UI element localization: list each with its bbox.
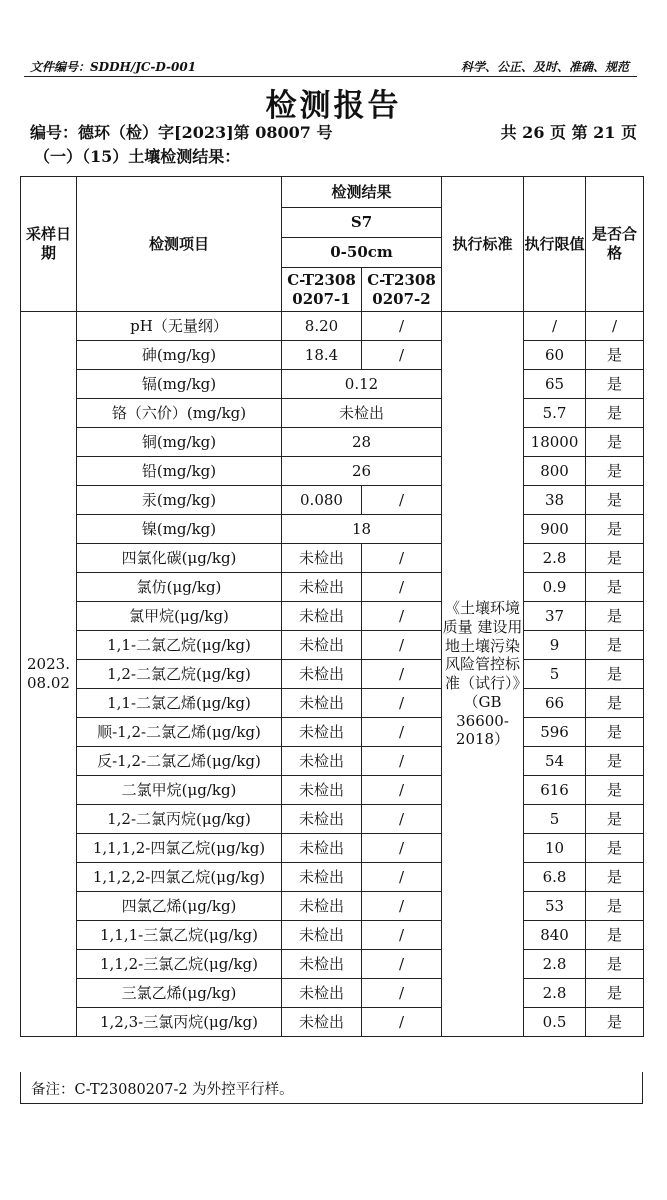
limit-value: 0.9: [524, 573, 586, 602]
limit-value: 5.7: [524, 399, 586, 428]
test-item: 顺-1,2-二氯乙烯(μg/kg): [77, 718, 282, 747]
table-row: [21, 747, 644, 776]
table-row: [21, 486, 644, 515]
test-item: 1,1-二氯乙烯(μg/kg): [77, 689, 282, 718]
result-sample-1: 未检出: [282, 979, 362, 1008]
test-item: 1,2-二氯丙烷(μg/kg): [77, 805, 282, 834]
test-item: 铬（六价）(mg/kg): [77, 399, 282, 428]
table-row: [21, 921, 644, 950]
pass-value: 是: [586, 573, 644, 602]
table-row: [21, 544, 644, 573]
result-sample-2: /: [362, 602, 442, 631]
pass-value: 是: [586, 718, 644, 747]
table-row: [21, 805, 644, 834]
result-sample-1: 未检出: [282, 1008, 362, 1037]
pass-value: 是: [586, 979, 644, 1008]
result-sample-2: /: [362, 892, 442, 921]
result-value: 0.12: [282, 370, 442, 399]
header-sample-2: C-T2308 0207-2: [362, 268, 442, 312]
result-sample-1: 未检出: [282, 950, 362, 979]
test-item: 二氯甲烷(μg/kg): [77, 776, 282, 805]
test-item: 砷(mg/kg): [77, 341, 282, 370]
pass-value: 是: [586, 776, 644, 805]
header-standard: 执行标准: [442, 177, 524, 312]
header-sample-1: C-T2308 0207-1: [282, 268, 362, 312]
result-sample-2: /: [362, 950, 442, 979]
result-sample-2: /: [362, 660, 442, 689]
test-item: 1,2,3-三氯丙烷(μg/kg): [77, 1008, 282, 1037]
table-row: [21, 1008, 644, 1037]
test-item: 三氯乙烯(μg/kg): [77, 979, 282, 1008]
limit-value: 2.8: [524, 979, 586, 1008]
limit-value: 2.8: [524, 950, 586, 979]
limit-value: 60: [524, 341, 586, 370]
result-value: 28: [282, 428, 442, 457]
pass-value: 是: [586, 602, 644, 631]
results-table: [20, 176, 644, 1037]
result-sample-1: 8.20: [282, 312, 362, 341]
test-item: 1,1-二氯乙烷(μg/kg): [77, 631, 282, 660]
table-row: [21, 979, 644, 1008]
pass-value: 是: [586, 1008, 644, 1037]
limit-value: 38: [524, 486, 586, 515]
result-sample-2: /: [362, 776, 442, 805]
result-sample-1: 未检出: [282, 718, 362, 747]
section-title: （一）（15）土壤检测结果：: [34, 147, 241, 166]
result-sample-1: 未检出: [282, 631, 362, 660]
result-value: 26: [282, 457, 442, 486]
result-sample-1: 未检出: [282, 834, 362, 863]
limit-value: 9: [524, 631, 586, 660]
test-item: 1,1,2,2-四氯乙烷(μg/kg): [77, 863, 282, 892]
test-item: 氯仿(μg/kg): [77, 573, 282, 602]
pass-value: 是: [586, 457, 644, 486]
result-sample-2: /: [362, 921, 442, 950]
motto: 科学、公正、及时、准确、规范: [460, 60, 629, 74]
test-item: 铜(mg/kg): [77, 428, 282, 457]
test-item: pH（无量纲）: [77, 312, 282, 341]
pass-value: 是: [586, 428, 644, 457]
limit-value: 2.8: [524, 544, 586, 573]
result-value: 未检出: [282, 399, 442, 428]
header-date: 采样日期: [21, 177, 77, 312]
result-sample-2: /: [362, 312, 442, 341]
pass-value: 是: [586, 660, 644, 689]
table-row: [21, 718, 644, 747]
test-item: 氯甲烷(μg/kg): [77, 602, 282, 631]
page-count: 共 26 页 第 21 页: [500, 123, 637, 142]
result-sample-2: /: [362, 486, 442, 515]
test-item: 四氯乙烯(μg/kg): [77, 892, 282, 921]
result-sample-2: /: [362, 747, 442, 776]
header-pass: 是否合格: [586, 177, 644, 312]
page-title: 检测报告: [265, 88, 402, 124]
standard-text: 《土壤环境质量 建设用地土壤污染风险管控标准（试行）》（GB 36600-2018）: [442, 312, 524, 1037]
sampling-date: 2023. 08.02: [21, 312, 77, 1037]
table-row: [21, 341, 644, 370]
result-sample-2: /: [362, 834, 442, 863]
limit-value: 18000: [524, 428, 586, 457]
header-divider: [24, 76, 637, 77]
result-sample-1: 未检出: [282, 689, 362, 718]
result-sample-1: 未检出: [282, 544, 362, 573]
pass-value: 是: [586, 631, 644, 660]
test-item: 反-1,2-二氯乙烯(μg/kg): [77, 747, 282, 776]
test-item: 四氯化碳(μg/kg): [77, 544, 282, 573]
table-row: [21, 660, 644, 689]
result-sample-1: 未检出: [282, 921, 362, 950]
result-sample-1: 0.080: [282, 486, 362, 515]
header-limit: 执行限值: [524, 177, 586, 312]
pass-value: 是: [586, 892, 644, 921]
pass-value: 是: [586, 921, 644, 950]
result-sample-1: 未检出: [282, 805, 362, 834]
result-sample-2: /: [362, 863, 442, 892]
header-result: 检测结果: [282, 177, 442, 208]
result-sample-2: /: [362, 689, 442, 718]
limit-value: 5: [524, 805, 586, 834]
limit-value: /: [524, 312, 586, 341]
table-row: [21, 631, 644, 660]
result-sample-2: /: [362, 544, 442, 573]
table-row: [21, 602, 644, 631]
pass-value: 是: [586, 544, 644, 573]
result-sample-2: /: [362, 573, 442, 602]
pass-value: 是: [586, 341, 644, 370]
table-row: [21, 573, 644, 602]
pass-value: 是: [586, 399, 644, 428]
limit-value: 65: [524, 370, 586, 399]
test-item: 镉(mg/kg): [77, 370, 282, 399]
limit-value: 596: [524, 718, 586, 747]
result-sample-1: 未检出: [282, 602, 362, 631]
result-sample-1: 未检出: [282, 660, 362, 689]
table-row: [21, 950, 644, 979]
result-sample-2: /: [362, 805, 442, 834]
report-number: 编号：德环（检）字[2023]第 08007 号: [30, 123, 333, 142]
table-row: [21, 399, 644, 428]
result-value: 18: [282, 515, 442, 544]
limit-value: 54: [524, 747, 586, 776]
table-row: [21, 428, 644, 457]
table-row: [21, 863, 644, 892]
result-sample-1: 未检出: [282, 573, 362, 602]
limit-value: 800: [524, 457, 586, 486]
table-row: [21, 457, 644, 486]
table-row: [21, 776, 644, 805]
limit-value: 37: [524, 602, 586, 631]
pass-value: 是: [586, 863, 644, 892]
limit-value: 840: [524, 921, 586, 950]
test-item: 铅(mg/kg): [77, 457, 282, 486]
limit-value: 900: [524, 515, 586, 544]
pass-value: 是: [586, 515, 644, 544]
pass-value: /: [586, 312, 644, 341]
pass-value: 是: [586, 370, 644, 399]
result-sample-1: 未检出: [282, 892, 362, 921]
result-sample-1: 未检出: [282, 747, 362, 776]
limit-value: 10: [524, 834, 586, 863]
pass-value: 是: [586, 689, 644, 718]
remark: 备注：C-T23080207-2 为外控平行样。: [20, 1072, 643, 1104]
test-item: 镍(mg/kg): [77, 515, 282, 544]
result-sample-2: /: [362, 631, 442, 660]
result-sample-2: /: [362, 979, 442, 1008]
header-depth: 0-50cm: [282, 238, 442, 268]
test-item: 1,2-二氯乙烷(μg/kg): [77, 660, 282, 689]
test-item: 1,1,2-三氯乙烷(μg/kg): [77, 950, 282, 979]
table-row: [21, 834, 644, 863]
limit-value: 6.8: [524, 863, 586, 892]
table-row: [21, 312, 644, 341]
test-item: 1,1,1,2-四氯乙烷(μg/kg): [77, 834, 282, 863]
table-row: [21, 689, 644, 718]
pass-value: 是: [586, 747, 644, 776]
result-sample-2: /: [362, 718, 442, 747]
result-sample-1: 未检出: [282, 776, 362, 805]
pass-value: 是: [586, 805, 644, 834]
limit-value: 0.5: [524, 1008, 586, 1037]
result-sample-2: /: [362, 341, 442, 370]
pass-value: 是: [586, 486, 644, 515]
header-item: 检测项目: [77, 177, 282, 312]
test-item: 1,1,1-三氯乙烷(μg/kg): [77, 921, 282, 950]
limit-value: 5: [524, 660, 586, 689]
table-row: [21, 892, 644, 921]
result-sample-2: /: [362, 1008, 442, 1037]
result-sample-1: 未检出: [282, 863, 362, 892]
table-row: [21, 515, 644, 544]
result-sample-1: 18.4: [282, 341, 362, 370]
table-row: [21, 370, 644, 399]
header-site: S7: [282, 208, 442, 238]
pass-value: 是: [586, 950, 644, 979]
test-item: 汞(mg/kg): [77, 486, 282, 515]
limit-value: 66: [524, 689, 586, 718]
limit-value: 616: [524, 776, 586, 805]
file-number: 文件编号：SDDH/JC-D-001: [30, 60, 197, 74]
pass-value: 是: [586, 834, 644, 863]
limit-value: 53: [524, 892, 586, 921]
